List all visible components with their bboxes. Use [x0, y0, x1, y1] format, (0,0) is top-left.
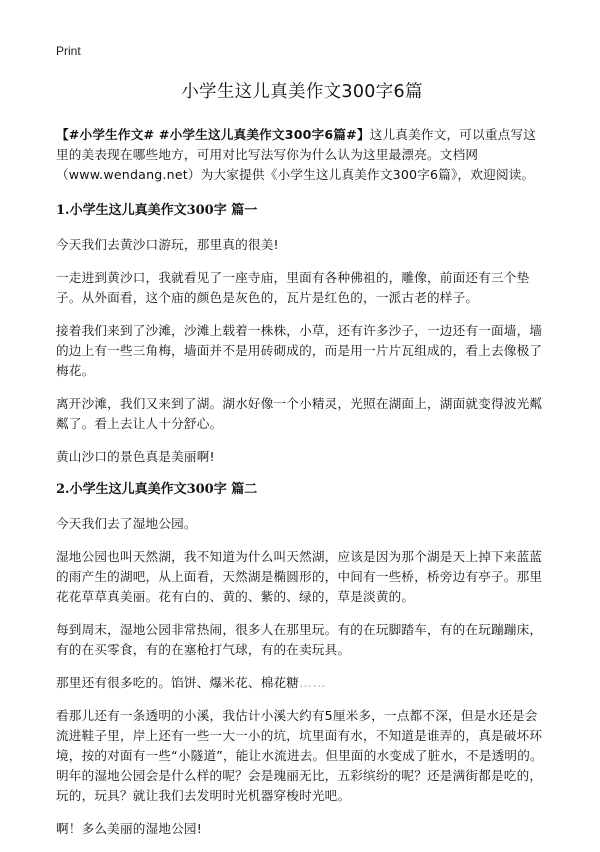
section1-paragraph-2: 一走进到黄沙口，我就看见了一座寺庙，里面有各种佛祖的，雕像，前面还有三个垫子。从外面看，这个庙的颜色是灰色的，瓦片是红色的，一派古老的样子。	[56, 270, 530, 305]
page-title: 小学生这儿真美作文300字6篇	[181, 82, 423, 102]
section1-paragraph-1: 今天我们去黄沙口游玩，那里真的很美!	[56, 237, 279, 252]
section1-paragraph-3: 接着我们来到了沙滩，沙滩上载着一株株，小草，还有许多沙子，一边还有一面墙，墙的边上有一些三角梅，墙面并不是用砖砌成的，而是用一片片瓦组成的，看上去像极了梅花。	[56, 323, 543, 378]
section1-paragraph-5: 黄山沙口的景色真是美丽啊!	[56, 449, 215, 464]
intro-text: 这儿真美作文，可以重点写这里的美表现在哪些地方，可用对比写法写你为什么认为这里最漂亮。文档网（www.wendang.net）为大家提供《小学生这儿真美作文300字6篇》，欢迎阅读。	[56, 127, 537, 182]
section1-paragraph-4: 离开沙滩，我们又来到了湖。湖水好像一个小精灵，光照在湖面上，湖面就变得波光粼粼了。看上去让人十分舒心。	[56, 396, 543, 431]
section2-paragraph-2: 湿地公园也叫天然湖，我不知道为什么叫天然湖，应该是因为那个湖是天上掉下来蓝蓝的雨产生的湖吧，从上面看，天然湖是椭圆形的，中间有一些桥，桥旁边有亭子。那里花花草草真美丽。花有白的、黄的、紫的、绿的，草是淡黄的。	[56, 549, 543, 604]
section2-snack-paragraph	[56, 673, 548, 693]
document-body	[56, 78, 548, 852]
section2-paragraph-3: 每到周末，湿地公园非常热闹，很多人在那里玩。有的在玩脚踏车，有的在玩蹦蹦床，有的在买零食，有的在塞枪打气球，有的在卖玩具。	[56, 622, 543, 657]
snack-ellipsis: ……	[299, 675, 327, 690]
section2-paragraph-4: 看那儿还有一条透明的小溪，我估计小溪大约有5厘米多，一点都不深，但是水还是会流进鞋子里，岸上还有一些一大一小的坑，坑里面有水，不知道是谁弄的，真是破坏环境，按的对面有一些“小隧道”，能让水流进去。但里面的水变成了脏水，不是透明的。明年的湿地公园会是什么样的呢？会是瑰丽无比，五彩缤纷的呢？还是满街都是吃的，玩的，玩具？就让我们去发明时光机器穿梭时光吧。	[56, 708, 543, 803]
intro-paragraph	[56, 125, 548, 185]
intro-tags: 【#小学生作文# #小学生这儿真美作文300字6篇#】	[56, 127, 370, 142]
print-link[interactable]: Print	[56, 44, 81, 58]
section-heading-1: 1.小学生这儿真美作文300字 篇一	[56, 203, 258, 218]
section2-paragraph-1: 今天我们去了湿地公园。	[56, 516, 197, 531]
section2-paragraph-5: 啊！多么美丽的湿地公园!	[56, 821, 202, 836]
section-heading-2: 2.小学生这儿真美作文300字 篇二	[56, 482, 258, 497]
snack-text: 那里还有很多吃的。馅饼、爆米花、棉花糖	[56, 675, 300, 690]
